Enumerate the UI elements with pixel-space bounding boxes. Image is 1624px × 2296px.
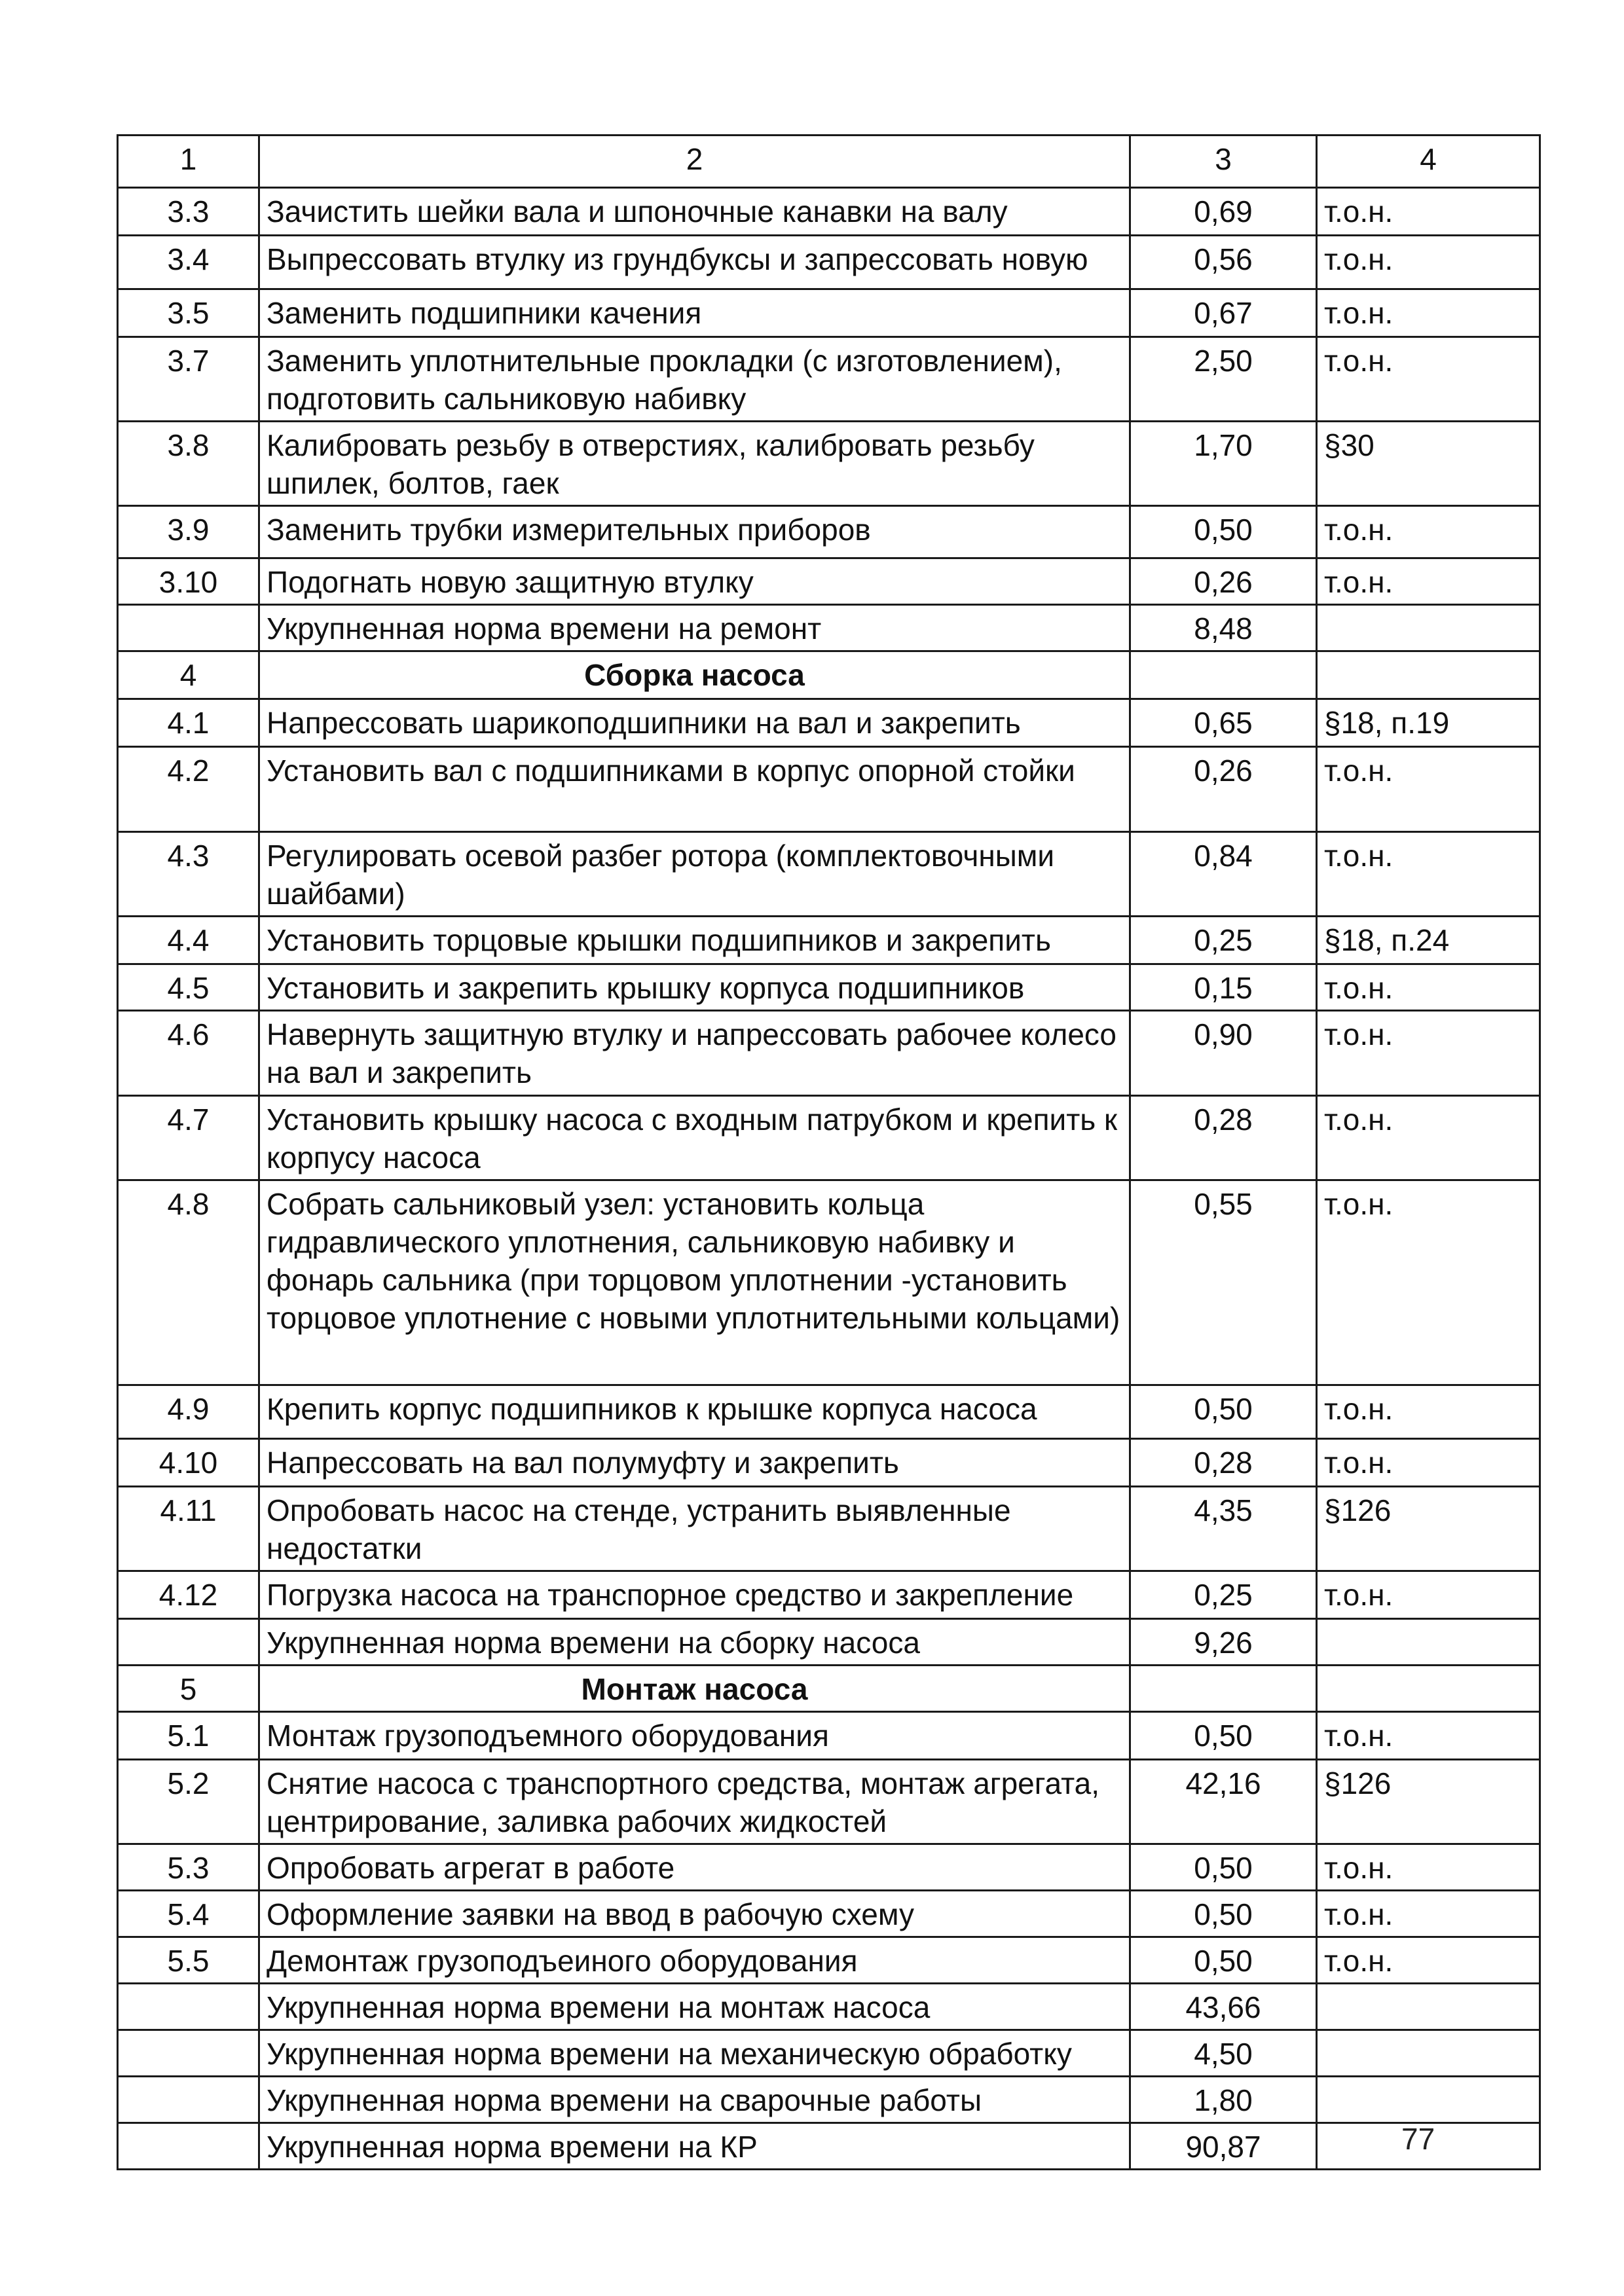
time-norm-value: 0,26	[1130, 558, 1317, 605]
row-number: 4.4	[118, 917, 259, 964]
row-number: 4.8	[118, 1180, 259, 1385]
table-row	[118, 699, 1540, 747]
table-row	[118, 832, 1540, 917]
table-row	[118, 236, 1540, 289]
operation-description: Демонтаж грузоподъеиного оборудования	[259, 1937, 1130, 1984]
table-row	[118, 747, 1540, 832]
total-row	[118, 2030, 1540, 2077]
section-row	[118, 651, 1540, 699]
row-number: 4.6	[118, 1011, 259, 1096]
time-norm-value: 0,28	[1130, 1096, 1317, 1180]
page-number: 77	[1401, 2122, 1435, 2156]
row-number: 4.12	[118, 1571, 259, 1619]
row-number	[118, 2123, 259, 2170]
norm-reference: т.о.н.	[1317, 1937, 1540, 1984]
operation-description: Укрупненная норма времени на сборку насоса	[259, 1619, 1130, 1666]
time-norm-value: 8,48	[1130, 605, 1317, 651]
time-norm-value	[1130, 651, 1317, 699]
table-row	[118, 188, 1540, 236]
operation-description: Навернуть защитную втулку и напрессовать рабочее колесо на вал и закрепить	[259, 1011, 1130, 1096]
time-norm-value: 4,50	[1130, 2030, 1317, 2077]
row-number: 4.9	[118, 1385, 259, 1439]
time-norm-value: 0,90	[1130, 1011, 1317, 1096]
table-row	[118, 1760, 1540, 1844]
time-norm-value: 2,50	[1130, 337, 1317, 422]
operation-description: Укрупненная норма времени на монтаж насоса	[259, 1984, 1130, 2030]
operation-description: Напрессовать на вал полумуфту и закрепить	[259, 1439, 1130, 1487]
row-number: 4.7	[118, 1096, 259, 1180]
norm-reference	[1317, 1984, 1540, 2030]
table-row	[118, 1011, 1540, 1096]
norm-reference	[1317, 1619, 1540, 1666]
time-norm-value: 43,66	[1130, 1984, 1317, 2030]
time-norm-value: 0,15	[1130, 964, 1317, 1011]
section-title: Сборка насоса	[259, 651, 1130, 699]
time-norm-value: 4,35	[1130, 1487, 1317, 1571]
row-number: 4.3	[118, 832, 259, 917]
operation-description: Укрупненная норма времени на КР	[259, 2123, 1130, 2170]
norm-reference: т.о.н.	[1317, 289, 1540, 337]
time-norm-value: 1,70	[1130, 422, 1317, 506]
table-row	[118, 1096, 1540, 1180]
table-row	[118, 1439, 1540, 1487]
time-norm-value: 9,26	[1130, 1619, 1317, 1666]
table-body	[118, 136, 1540, 2170]
operation-description: Установить торцовые крышки подшипников и закрепить	[259, 917, 1130, 964]
total-row	[118, 1619, 1540, 1666]
row-number: 3.3	[118, 188, 259, 236]
norm-reference: §126	[1317, 1487, 1540, 1571]
column-number-2: 2	[259, 136, 1130, 188]
table-row	[118, 1487, 1540, 1571]
time-norm-value: 0,55	[1130, 1180, 1317, 1385]
table-row	[118, 917, 1540, 964]
norm-reference: т.о.н.	[1317, 188, 1540, 236]
table-row	[118, 964, 1540, 1011]
row-number	[118, 2030, 259, 2077]
operation-description: Заменить уплотнительные прокладки (с изготовлением), подготовить сальниковую набивку	[259, 337, 1130, 422]
time-norm-value: 0,67	[1130, 289, 1317, 337]
norm-reference: т.о.н.	[1317, 1096, 1540, 1180]
norm-reference: §18, п.24	[1317, 917, 1540, 964]
row-number: 5.5	[118, 1937, 259, 1984]
norm-reference	[1317, 651, 1540, 699]
time-norm-value: 0,50	[1130, 1385, 1317, 1439]
operation-description: Заменить трубки измерительных приборов	[259, 506, 1130, 558]
row-number: 4.5	[118, 964, 259, 1011]
operation-description: Напрессовать шарикоподшипники на вал и закрепить	[259, 699, 1130, 747]
total-row	[118, 605, 1540, 651]
row-number: 4.1	[118, 699, 259, 747]
time-norm-value: 0,69	[1130, 188, 1317, 236]
section-row	[118, 1666, 1540, 1712]
norm-reference: т.о.н.	[1317, 1712, 1540, 1760]
norm-reference	[1317, 2030, 1540, 2077]
operation-description: Снятие насоса с транспортного средства, монтаж агрегата, центрирование, заливка рабочих жидкостей	[259, 1760, 1130, 1844]
row-number: 3.5	[118, 289, 259, 337]
table-row	[118, 558, 1540, 605]
row-number: 3.7	[118, 337, 259, 422]
row-number: 3.4	[118, 236, 259, 289]
operation-description: Укрупненная норма времени на ремонт	[259, 605, 1130, 651]
norm-reference: т.о.н.	[1317, 1011, 1540, 1096]
time-norm-value: 90,87	[1130, 2123, 1317, 2170]
norm-reference	[1317, 1666, 1540, 1712]
row-number: 4.10	[118, 1439, 259, 1487]
time-norm-value: 0,28	[1130, 1439, 1317, 1487]
time-norm-value: 0,84	[1130, 832, 1317, 917]
norm-reference: §18, п.19	[1317, 699, 1540, 747]
column-number-1: 1	[118, 136, 259, 188]
norm-reference: т.о.н.	[1317, 236, 1540, 289]
operation-description: Подогнать новую защитную втулку	[259, 558, 1130, 605]
column-number-3: 3	[1130, 136, 1317, 188]
table-row	[118, 1844, 1540, 1891]
operation-description: Заменить подшипники качения	[259, 289, 1130, 337]
time-norm-value: 0,26	[1130, 747, 1317, 832]
row-number: 3.8	[118, 422, 259, 506]
operation-description: Выпрессовать втулку из грундбуксы и запрессовать новую	[259, 236, 1130, 289]
time-norm-value: 0,50	[1130, 1891, 1317, 1937]
operation-description: Оформление заявки на ввод в рабочую схему	[259, 1891, 1130, 1937]
row-number: 5.2	[118, 1760, 259, 1844]
row-number	[118, 1984, 259, 2030]
operation-description: Установить и закрепить крышку корпуса подшипников	[259, 964, 1130, 1011]
row-number: 4.11	[118, 1487, 259, 1571]
norm-reference: т.о.н.	[1317, 337, 1540, 422]
norm-reference: §30	[1317, 422, 1540, 506]
operation-description: Монтаж грузоподъемного оборудования	[259, 1712, 1130, 1760]
total-row	[118, 1984, 1540, 2030]
time-norms-table	[117, 134, 1541, 2170]
time-norm-value: 0,50	[1130, 1844, 1317, 1891]
norm-reference: т.о.н.	[1317, 832, 1540, 917]
time-norm-value: 0,25	[1130, 1571, 1317, 1619]
operation-description: Установить крышку насоса с входным патрубком и крепить к корпусу насоса	[259, 1096, 1130, 1180]
time-norm-value	[1130, 1666, 1317, 1712]
time-norm-value: 0,50	[1130, 506, 1317, 558]
norm-reference: т.о.н.	[1317, 506, 1540, 558]
time-norm-value: 0,50	[1130, 1712, 1317, 1760]
operation-description: Регулировать осевой разбег ротора (комплектовочными шайбами)	[259, 832, 1130, 917]
operation-description: Установить вал с подшипниками в корпус опорной стойки	[259, 747, 1130, 832]
row-number	[118, 1619, 259, 1666]
time-norm-value: 0,25	[1130, 917, 1317, 964]
norm-reference	[1317, 2077, 1540, 2123]
time-norm-value: 42,16	[1130, 1760, 1317, 1844]
time-norm-value: 0,50	[1130, 1937, 1317, 1984]
row-number: 4	[118, 651, 259, 699]
operation-description: Погрузка насоса на транспорное средство и закрепление	[259, 1571, 1130, 1619]
norm-reference: т.о.н.	[1317, 1844, 1540, 1891]
table-row	[118, 1571, 1540, 1619]
table-row	[118, 1712, 1540, 1760]
time-norm-value: 0,65	[1130, 699, 1317, 747]
norm-reference: т.о.н.	[1317, 1439, 1540, 1487]
row-number: 5	[118, 1666, 259, 1712]
total-row	[118, 2123, 1540, 2170]
norm-reference: т.о.н.	[1317, 747, 1540, 832]
norm-reference	[1317, 605, 1540, 651]
operation-description: Собрать сальниковый узел: установить кольца гидравлического уплотнения, сальниковую набивку и фонарь сальника (при торцовом уплотнении -установить торцовое уплотнение с новыми уплотнительными кольцами)	[259, 1180, 1130, 1385]
row-number	[118, 605, 259, 651]
norm-reference: т.о.н.	[1317, 964, 1540, 1011]
norm-reference: т.о.н.	[1317, 1180, 1540, 1385]
operation-description: Крепить корпус подшипников к крышке корпуса насоса	[259, 1385, 1130, 1439]
row-number: 5.4	[118, 1891, 259, 1937]
table-row	[118, 337, 1540, 422]
section-title: Монтаж насоса	[259, 1666, 1130, 1712]
row-number: 5.1	[118, 1712, 259, 1760]
total-row	[118, 2077, 1540, 2123]
operation-description: Калибровать резьбу в отверстиях, калибровать резьбу шпилек, болтов, гаек	[259, 422, 1130, 506]
table-row	[118, 1937, 1540, 1984]
table-row	[118, 1180, 1540, 1385]
time-norm-value: 1,80	[1130, 2077, 1317, 2123]
table-row	[118, 1891, 1540, 1937]
table-row	[118, 1385, 1540, 1439]
norm-reference: т.о.н.	[1317, 1571, 1540, 1619]
norm-reference: т.о.н.	[1317, 1385, 1540, 1439]
column-number-row	[118, 136, 1540, 188]
table-row	[118, 506, 1540, 558]
operation-description: Опробовать насос на стенде, устранить выявленные недостатки	[259, 1487, 1130, 1571]
row-number: 3.9	[118, 506, 259, 558]
operation-description: Опробовать агрегат в работе	[259, 1844, 1130, 1891]
column-number-4: 4	[1317, 136, 1540, 188]
table-row	[118, 289, 1540, 337]
row-number: 3.10	[118, 558, 259, 605]
operation-description: Укрупненная норма времени на механическую обработку	[259, 2030, 1130, 2077]
row-number: 5.3	[118, 1844, 259, 1891]
operation-description: Зачистить шейки вала и шпоночные канавки на валу	[259, 188, 1130, 236]
time-norm-value: 0,56	[1130, 236, 1317, 289]
norm-reference: т.о.н.	[1317, 558, 1540, 605]
operation-description: Укрупненная норма времени на сварочные работы	[259, 2077, 1130, 2123]
norm-reference: т.о.н.	[1317, 1891, 1540, 1937]
table-row	[118, 422, 1540, 506]
norm-reference: §126	[1317, 1760, 1540, 1844]
row-number	[118, 2077, 259, 2123]
row-number: 4.2	[118, 747, 259, 832]
